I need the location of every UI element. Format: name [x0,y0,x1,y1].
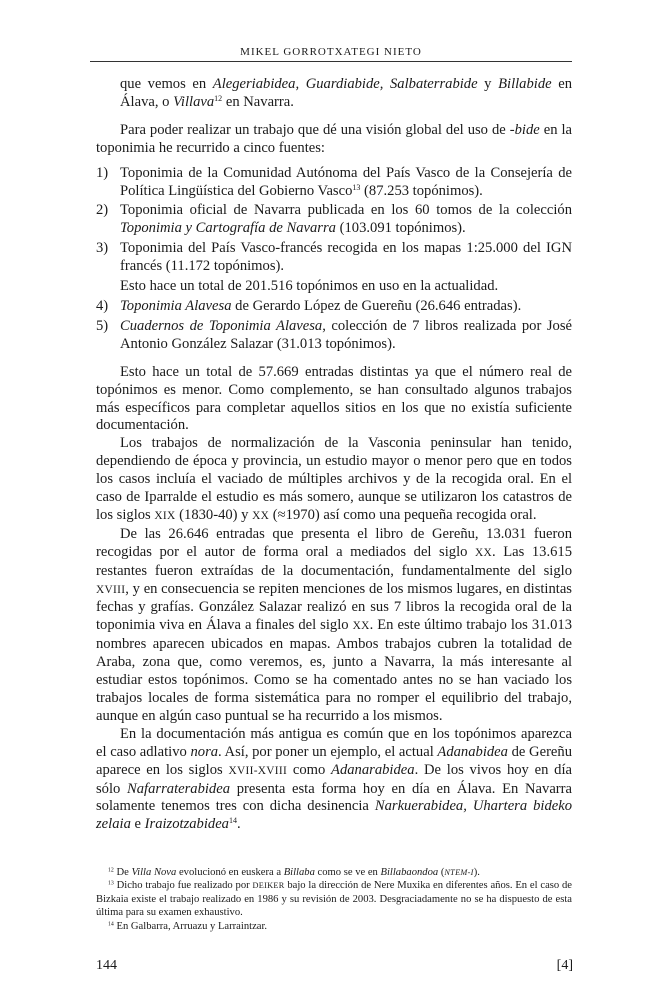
sources-list [96,165,572,276]
footnote-13: $^{13}$ Dicho trabajo fue realizado por DEIKER bajo la dirección de Nere Muxika en diferentes años. En el caso de Bizkaia existe el trabajo realizado en 1986 y su revisión de 2003. Desgraciadamente no se ha dispuesto de esta última para su examen exhaustivo. [96,880,572,919]
list-subtotal-note: Esto hace un total de 201.516 topónimos en uso en la actualidad. [120,278,499,295]
footnote-ref-14[interactable]: 14 [228,816,237,826]
paragraph-adlative: En la documentación más antigua es común que en los topónimos aparezca el caso adlativo nora. Así, por poner un ejemplo, el actual Adanabidea de Gereñu aparece en los siglos XVII-XVIII como Adanarabidea. De los vivos hoy en día sólo Nafarraterabidea presenta esta forma hoy en día en Álava. En Navarra solamente tenemos tres con dicha desinencia Narkuerabidea, Uhartera bideko zelaia e Iraizotzabidea$^{14}$. [96,725,572,833]
paragraph-sources-intro: Para poder realizar un trabajo que dé una visión global del uso de -bide en la toponimia he recurrido a cinco fuentes: [96,121,573,156]
header-rule [90,61,572,62]
list-item: 4) Toponimia Alavesa de Gerardo López de Guereñu (26.646 entradas). [96,297,522,314]
paragraph-gerenu: De las 26.646 entradas que presenta el libro de Gereñu, 13.031 fueron recogidas por el autor de forma oral a mediados del siglo XX. Las 13.615 restantes fueron extraídas de la documentación, fundamentalmente del siglo XVIII, y en consecuencia se repiten menciones de los mismos lugares, en distintas fechas y grafías. González Salazar realizó en sus 7 libros la recogida oral de la toponimia viva en Álava a finales del siglo XX. En este último trabajo los 31.013 nombres aparecen ubicados en mapas. Ambos trabajos cubren la totalidad de Araba, zona que, como veremos, es, junto a Navarra, la más interesante al estudiar estos topónimos. Como se ha comentado antes no se han vaciado los trabajos locales de forma sistemática para no romper el equilibrio del trabajo, aunque en algún caso puntual se ha recurrido a los mismos. [96,525,572,724]
list-item: 5) Cuadernos de Toponimia Alavesa, colección de 7 libros realizada por José Antonio González Salazar (31.013 topónimos). [96,317,572,352]
list-item: 2) Toponimia oficial de Navarra publicada en los 60 tomos de la colección Toponimia y Cartografía de Navarra (103.091 topónimos). [96,202,572,237]
footnotes [96,866,572,933]
footnote-ref-12[interactable]: 12 [214,94,223,104]
paragraph-total: Esto hace un total de 57.669 entradas distintas ya que el número real de topónimos es menor. Como complemento, se han consultado algunos trabajos más específicos para completar aquellos sitios en los que no existía suficiente documentación. [96,363,572,434]
footnote-12: $^{12}$ De Villa Nova evolucionó en euskera a Billaba como se ve en Billabaondoa (NTEM-I). [108,867,480,878]
page-bracket-number: [4] [556,958,573,973]
footnote-14: $^{14}$ En Galbarra, Arruazu y Larraintzar. [108,920,268,932]
page-number: 144 [96,958,117,973]
paragraph-continuation: que vemos en Alegeriabidea, Guardiabide, Salbaterrabide y Billabide en Álava, o Villava$^{12}$ en Navarra. [120,76,572,110]
running-head: MIKEL GORROTXATEGI NIETO [240,46,422,58]
paragraph-normalization: Los trabajos de normalización de la Vasconia peninsular han tenido, dependiendo de época y provincia, un estudio mayor o menor pero que en todos los casos incluía el vaciado de múltiples archivos y de la recogida oral. En el caso de Iparralde el estudio es más somero, aunque se utilizaron los catastros de los siglos XIX (1830-40) y XX (≈1970) así como una pequeña recogida oral. [96,435,572,523]
list-item: 3) Toponimia del País Vasco-francés recogida en los mapas 1:25.000 del IGN francés (11.172 topónimos). [96,240,572,275]
sources-list-continued [96,298,572,354]
list-item: 1) Toponimia de la Comunidad Autónoma del País Vasco de la Consejería de Política Lingüística del Gobierno Vasco$^{13}$ (87.253 topónimos). [96,164,572,199]
footnote-ref-13[interactable]: 13 [352,182,361,192]
body-text [96,76,572,834]
